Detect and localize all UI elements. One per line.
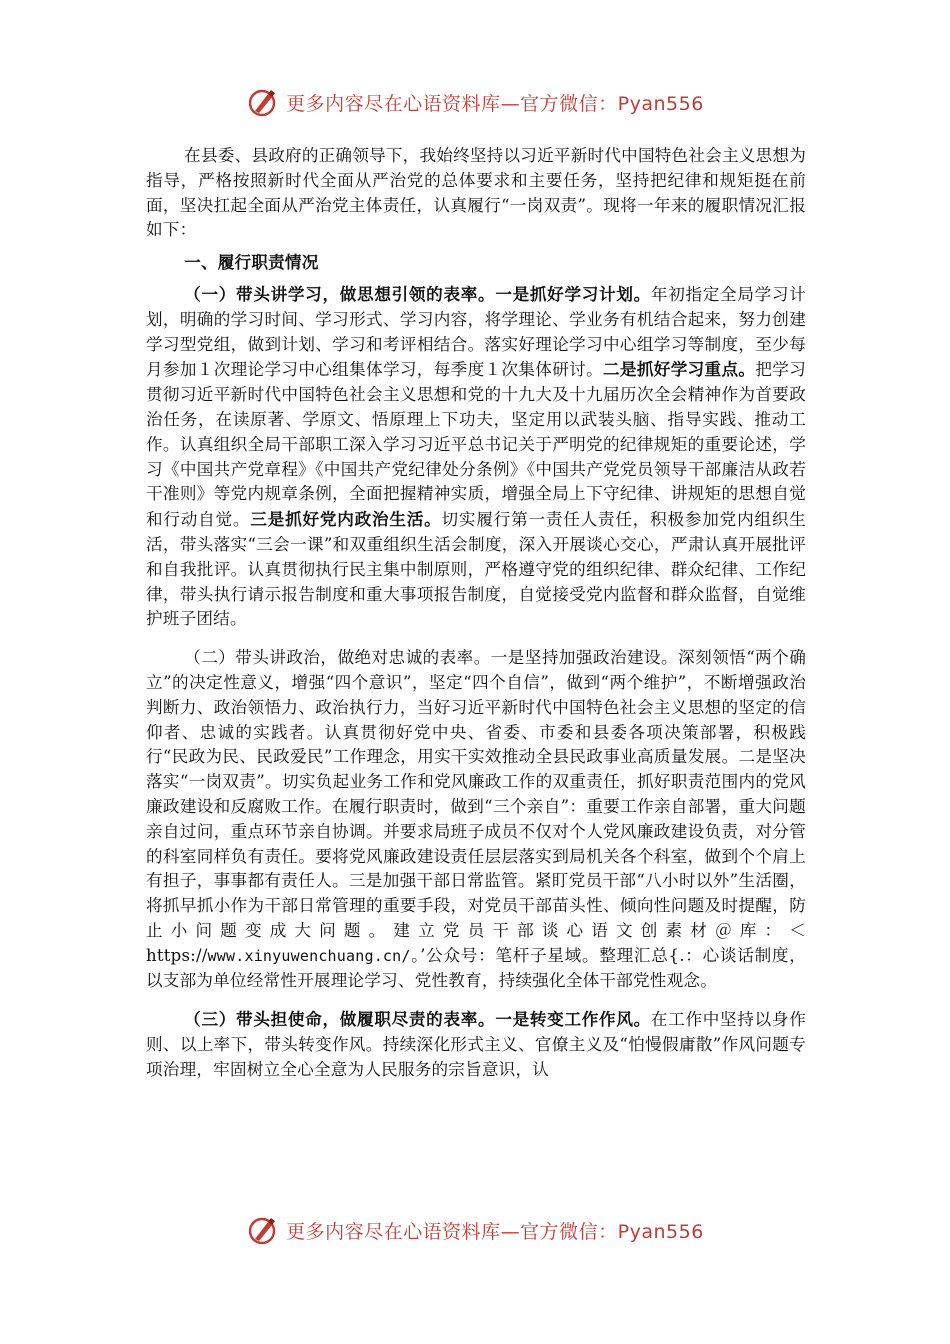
bold-lead: 二是抓好学习重点。 [603,359,756,380]
pen-circle-logo-icon [246,85,280,119]
document-body [146,144,806,1083]
paragraph-text: 在工作中坚持以身作则、以上率下，带头转变作风。持续深化形式主义、官僚主义及“怕慢假庸散”作风问题专项治理，牢固树立全心全意为人民服务的宗旨意识，认 [146,1010,806,1079]
url-text: www.xinyuwenchuang.cn/ [207,946,411,965]
paragraph-text: 切实履行第一责任人责任，积极参加党内组织生活，带头落实“三会一课”和双重组织生活会制度，深入开展谈心交心，严肃认真开展批评和自我批评。认真贯彻执行民主集中制原则，严格遵守党的组织纪律、群众纪律、工作纪律，带头执行请示报告制度和重大事项报告制度，自觉接受党内监督和群众监督，自觉维护班子团结。 [146,510,807,629]
paragraph-text: 年初指定全局学习计划，明确的学习时间、学习形式、学习内容，将学理论、学业务有机结合起来，努力创建学习型党组，做到计划、学习和考评相结合。落实好理论学习中心组学习等制度，至少每月参加１次理论学习中心组集体学习，每季度１次集体研讨。 [146,284,806,380]
bold-lead: 三是抓好党内政治生活。 [250,509,442,530]
banner-text: 更多内容尽在心语资料库—官方微信：Pyan556 [286,92,704,115]
section-heading: 一、履行职责情况 [184,252,319,273]
bold-lead: （一）带头讲学习，做思想引领的表率。一是抓好学习计划。 [184,283,651,304]
paragraph-text: 。’公众号：笔杆子星域。整理汇总{.：心谈话制度，以支部为单位经常性开展理论学习、党性教育，持续强化全体干部党性观念。 [146,945,806,990]
paragraph-mission [146,1007,806,1082]
bold-lead: （三）带头担使命，做履职尽责的表率。一是转变工作作风。 [184,1009,651,1030]
intro-paragraph: 在县委、县政府的正确领导下，我始终坚持以习近平新时代中国特色社会主义思想为指导，严格按照新时代全面从严治党的总体要求和主要任务，坚持把纪律和规矩挺在前面，坚决扛起全面从严治党主体责任，认真履行“一岗双责”。现将一年来的履职情况汇报如下： [146,146,806,240]
paragraph-text: 把学习贯彻习近平新时代中国特色社会主义思想和党的十九大及十九届历次全会精神作为首要政治任务，在读原著、学原文、悟原理上下功夫，坚定用以武装头脑、指导实践、推动工作。认真组织全局干部职工深入学习习近平总书记关于严明党的纪律规矩的重要论述，学习《中国共产党章程》《中国共产党纪律处分条例》《中国共产党党员领导干部廉洁从政若干准则》等党内规章条例，全面把握精神实质，增强全局上下守纪律、讲规矩的思想自觉和行动自觉。 [146,360,806,530]
pen-circle-logo-icon [246,1213,280,1247]
banner-text: 更多内容尽在心语资料库—官方微信：Pyan556 [286,1220,704,1243]
footer-banner [0,1210,950,1250]
paragraph-study [146,282,806,632]
header-banner [0,82,950,122]
paragraph-politics [146,646,806,993]
paragraph-text: （二）带头讲政治，做绝对忠诚的表率。一是坚持加强政治建设。深刻领悟“两个确立”的决定性意义，增强“四个意识”，坚定“四个自信”，做到“两个维护”，不断增强政治判断力、政治领悟力、政治执行力，当好习近平新时代中国特色社会主义思想的坚定的信仰者、忠诚的实践者。认真贯彻好党中央、省委、市委和县委各项决策部署，积极践行“民政为民、民政爱民”工作理念，用实干实效推动全县民政事业高质量发展。二是坚决落实“一岗双责”。切实负起业务工作和党风廉政工作的双重责任，抓好职责范围内的党风廉政建设和反腐败工作。在履行职责时，做到“三个亲自”：重要工作亲自部署，重大问题亲自过问，重点环节亲自协调。并要求局班子成员不仅对个人党风廉政建设负责，对分管的科室同样负有责任。要将党风廉政建设责任层层落实到局机关各个科室，做到个个肩上有担子，事事都有责任人。三是加强干部日常监管。紧盯党员干部“八小时以外”生活圈，将抓早抓小作为干部日常管理的重要手段，对党员干部苗头性、倾向性问题及时提醒，防止小问题变成大问题。建立党员干部谈心语文创素材＠库：＜https:// [146,648,806,965]
